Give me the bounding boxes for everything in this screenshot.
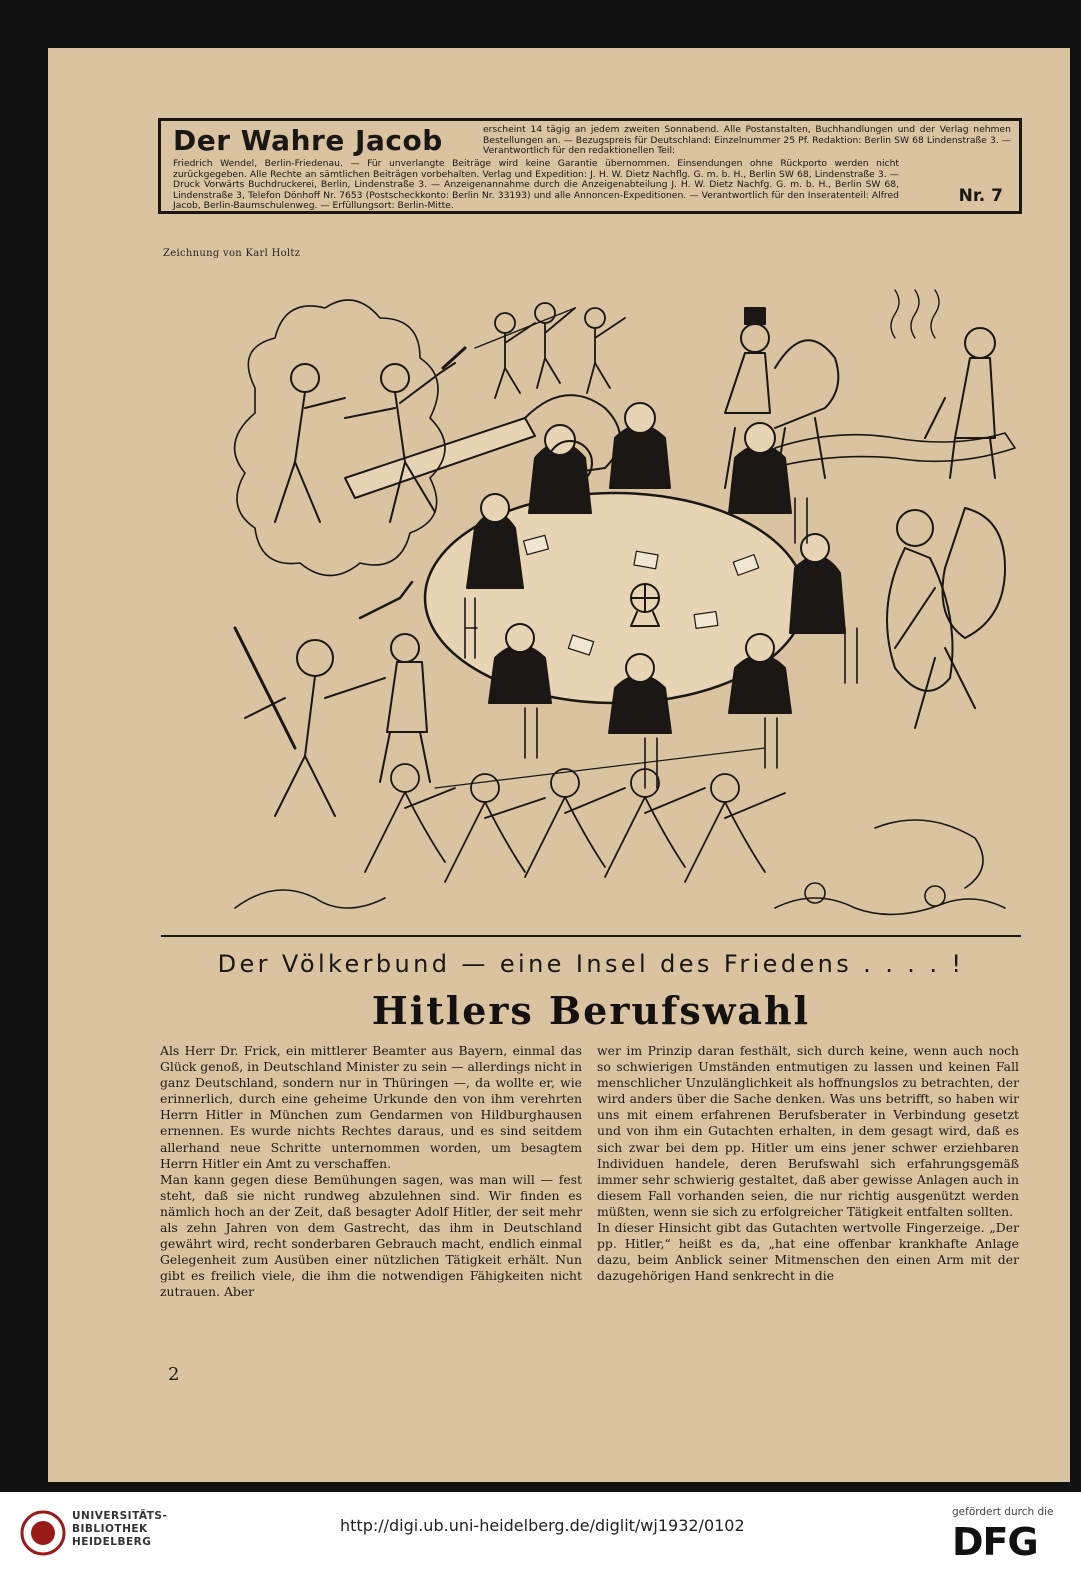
cartoon-caption: Der Völkerbund — eine Insel des Friedens . . . . ! bbox=[217, 950, 965, 978]
masthead-title: Der Wahre Jacob bbox=[173, 124, 443, 157]
library-name-line: HEIDELBERG bbox=[72, 1536, 152, 1548]
cartoon-illustration bbox=[175, 268, 1030, 930]
fallen-bodies-bottom bbox=[235, 820, 1005, 914]
section-divider bbox=[161, 935, 1021, 937]
smoke-cloud bbox=[235, 300, 445, 576]
article-headline: Hitlers Berufswahl bbox=[371, 988, 811, 1033]
masthead-imprint: Friedrich Wendel, Berlin-Friedenau. — Für unverlangte Beiträge wird keine Garantie übernommen. Einsendungen ohne Rückporto werden nicht zurückgegeben. Alle Rechte an sämtlichen Beiträgen vorbehalten. Verlag und Expedition: J. H. W. Dietz Nachflg. G. m. b. H., Berlin SW 68, Lindenstraße 3. — Druck Vorwärts Buchdruckerei, Berlin, Lindenstraße 3. — Anzeigenannahme durch die Anzeigenabteilung J. H. W. Dietz Nachfg. G. m. b. H., Berlin SW 68, Lindenstraße 3, Telefon Dönhoff Nr. 7653 (Postscheckkonto: Berlin Nr. 33193) und alle Annoncen-Expeditionen. — Verantwortlich für den Inseratenteil: Alfred Jacob, Berlin-Baumschulenweg. — Erfüllungsort: Berlin-Mitte. bbox=[173, 158, 899, 212]
article-paragraph: Man kann gegen diese Bemühungen sagen, was man will — fest steht, daß sie nicht rundweg abzulehnen sind. Wir finden es nämlich hoch an der Zeit, daß besagter Adolf Hitler, der seit mehr als zehn Jahren von dem Gastrecht, das ihm in Deutschland gewährt wird, recht sonderbaren Gebrauch macht, endlich einmal Gelegenheit zum Ausüben einer nützlichen Tätigkeit erhält. Nun gibt es freilich viele, die ihm die notwendigen Fähigkeiten nicht zutrauen. Aber bbox=[160, 1171, 582, 1300]
library-name bbox=[72, 1510, 167, 1549]
library-name-line: BIBLIOTHEK bbox=[72, 1523, 148, 1535]
issue-number: Nr. 7 bbox=[958, 186, 1003, 206]
masthead-box bbox=[158, 118, 1022, 214]
masthead-publication-info: erscheint 14 tägig an jedem zweiten Sonnabend. Alle Postanstalten, Buchhandlungen und der Verlag nehmen Bestellungen an. — Bezugspreis für Deutschland: Einzelnummer 25 Pf. Redaktion: Berlin SW 68 Lindenstraße 3. — Verantwortlich für den redaktionellen Teil: bbox=[483, 124, 1011, 157]
page-number: 2 bbox=[168, 1364, 180, 1385]
funded-by-label: gefördert durch die bbox=[952, 1506, 1054, 1518]
dfg-logo: DFG bbox=[952, 1520, 1038, 1564]
illustration-credit: Zeichnung von Karl Holtz bbox=[163, 248, 301, 259]
article-column-right bbox=[597, 1043, 1019, 1284]
article-column-left bbox=[160, 1043, 582, 1301]
marching-soldiers bbox=[475, 303, 625, 398]
article-paragraph: Als Herr Dr. Frick, ein mittlerer Beamter aus Bayern, einmal das Glück genoß, in Deutschland Minister zu sein — allerdings nicht in ganz Deutschland, sondern nur in Thüringen —, da wollte er, wie erinnerlich, durch eine geheime Urkunde den von ihm verehrten Herrn Hitler in München zum Gendarmen von Hildburghausen ernennen. Es wurde nichts Rechtes daraus, und es sind seitdem allerhand neue Schritte unternommen worden, um besagtem Herrn Hitler ein Amt zu verschaffen. bbox=[160, 1043, 582, 1171]
footer-bar bbox=[0, 1492, 1081, 1584]
scanned-page bbox=[48, 48, 1070, 1482]
article-paragraph: In dieser Hinsicht gibt das Gutachten wertvolle Fingerzeige. „Der pp. Hitler,“ heißt es da, „hat eine offenbar krankhafte Anlage dazu, beim Anblick seiner Mitmenschen den einen Arm mit der dazugehörigen Hand senkrecht in die bbox=[597, 1220, 1019, 1284]
permalink-url[interactable]: http://digi.ub.uni-heidelberg.de/diglit/wj1932/0102 bbox=[340, 1516, 745, 1535]
right-figures bbox=[887, 508, 1005, 728]
university-seal-icon bbox=[20, 1510, 66, 1556]
library-name-line: UNIVERSITÄTS- bbox=[72, 1510, 168, 1522]
gas-mask-soldier bbox=[235, 628, 385, 816]
article-paragraph: wer im Prinzip daran festhält, sich durch keine, wenn auch noch so schwierigen Umständen entmutigen zu lassen und keinen Fall menschlicher Unzulänglichkeit als hoffnungslos zu betrachten, der wird anders über die Sache denken. Was uns betrifft, so haben wir uns mit einem erfahrenen Berufsberater in Verbindung gesetzt und von ihm ein Gutachten erhalten, in dem gesagt wird, daß es sich zwar bei dem pp. Hitler um eins jener schwer erziehbaren Individuen handele, deren Berufswahl sich erfahrungsgemäß immer sehr schwierig gestaltet, daß aber gewisse Anlagen auch in diesem Fall vorhanden seien, die nur richtig ausgenützt werden müßten, wenn sie sich zu erfolgreicher Tätigkeit entfalten sollten. bbox=[597, 1043, 1019, 1219]
smoke-lines bbox=[891, 290, 939, 338]
